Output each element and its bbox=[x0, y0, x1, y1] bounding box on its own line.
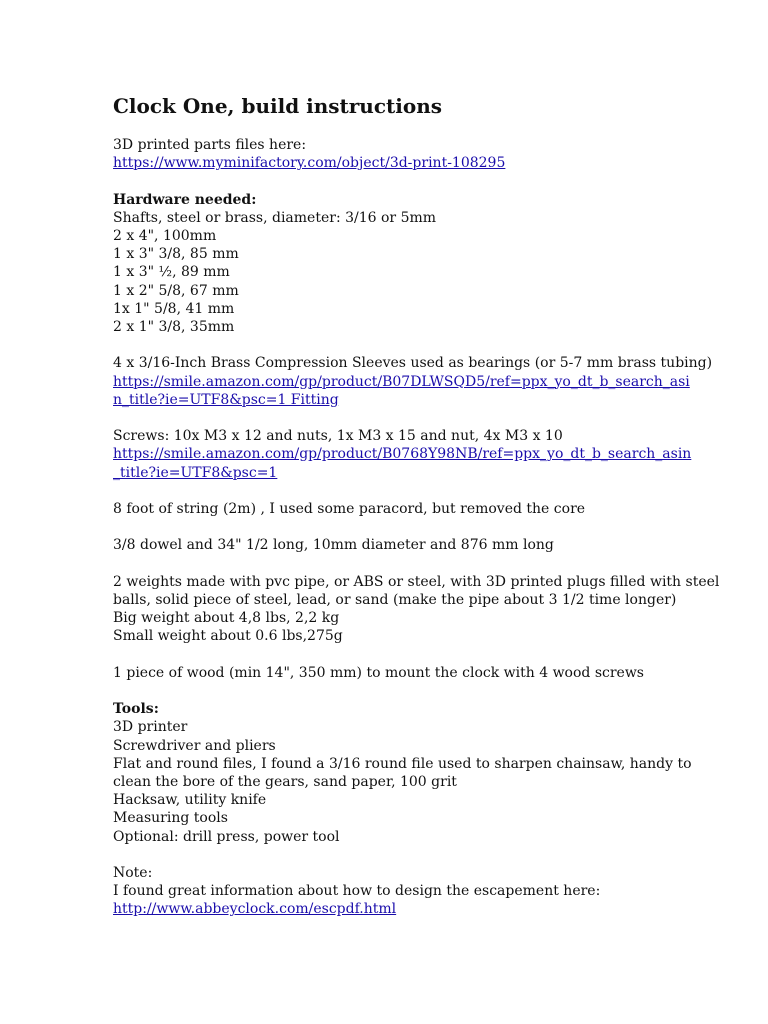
tool-item: Flat and round files, I found a 3/16 round file used to sharpen chainsaw, handy to bbox=[113, 755, 692, 772]
tools-heading: Tools: bbox=[113, 701, 159, 718]
weights-text-continued: balls, solid piece of steel, lead, or sand (make the pipe about 3 1/2 time longer) bbox=[113, 591, 677, 608]
document-body bbox=[113, 136, 720, 919]
shafts-intro: Shafts, steel or brass, diameter: 3/16 or 5mm bbox=[113, 209, 437, 226]
dowel-text: 3/8 dowel and 34" 1/2 long, 10mm diameter and 876 mm long bbox=[113, 537, 554, 554]
hardware-heading: Hardware needed: bbox=[113, 191, 257, 208]
tool-item-continued: clean the bore of the gears, sand paper, 100 grit bbox=[113, 773, 457, 790]
page-title: Clock One, build instructions bbox=[113, 94, 443, 118]
tool-item: Optional: drill press, power tool bbox=[113, 828, 340, 845]
shaft-item: 2 x 4", 100mm bbox=[113, 228, 217, 244]
shaft-item: 1 x 3" ½, 89 mm bbox=[113, 264, 230, 281]
parts-label: 3D printed parts files here: bbox=[113, 137, 307, 153]
shaft-item: 1x 1" 5/8, 41 mm bbox=[113, 300, 235, 317]
parts-link[interactable]: https://www.myminifactory.com/object/3d-print-108295 bbox=[113, 155, 506, 172]
big-weight-text: Big weight about 4,8 lbs, 2,2 kg bbox=[113, 610, 340, 627]
escapement-link[interactable]: http://www.abbeyclock.com/escpdf.html bbox=[113, 901, 397, 918]
tool-item: Measuring tools bbox=[113, 810, 228, 827]
screws-text: Screws: 10x M3 x 12 and nuts, 1x M3 x 15 and nut, 4x M3 x 10 bbox=[113, 428, 563, 445]
sleeves-link[interactable]: https://smile.amazon.com/gp/product/B07DLWSQD5/ref=ppx_yo_dt_b_search_asi bbox=[113, 373, 690, 390]
sleeves-link-continued[interactable]: n_title?ie=UTF8&psc=1 Fitting bbox=[113, 391, 339, 408]
shaft-item: 1 x 3" 3/8, 85 mm bbox=[113, 246, 239, 263]
screws-link-continued[interactable]: _title?ie=UTF8&psc=1 bbox=[113, 464, 278, 481]
note-text: I found great information about how to design the escapement here: bbox=[113, 883, 601, 900]
sleeves-text: 4 x 3/16-Inch Brass Compression Sleeves used as bearings (or 5-7 mm brass tubing) bbox=[113, 355, 713, 372]
screws-link[interactable]: https://smile.amazon.com/gp/product/B0768Y98NB/ref=ppx_yo_dt_b_search_asin bbox=[113, 446, 692, 463]
tool-item: Screwdriver and pliers bbox=[113, 737, 276, 754]
shaft-item: 1 x 2" 5/8, 67 mm bbox=[113, 282, 239, 299]
tool-item: 3D printer bbox=[113, 719, 188, 736]
wood-text: 1 piece of wood (min 14", 350 mm) to mount the clock with 4 wood screws bbox=[113, 664, 644, 681]
string-text: 8 foot of string (2m) , I used some paracord, but removed the core bbox=[113, 501, 586, 517]
shaft-item: 2 x 1" 3/8, 35mm bbox=[113, 319, 235, 336]
tool-item: Hacksaw, utility knife bbox=[113, 792, 267, 809]
weights-text: 2 weights made with pvc pipe, or ABS or steel, with 3D printed plugs filled with steel bbox=[113, 573, 720, 590]
note-heading: Note: bbox=[113, 864, 153, 881]
small-weight-text: Small weight about 0.6 lbs,275g bbox=[113, 628, 343, 645]
